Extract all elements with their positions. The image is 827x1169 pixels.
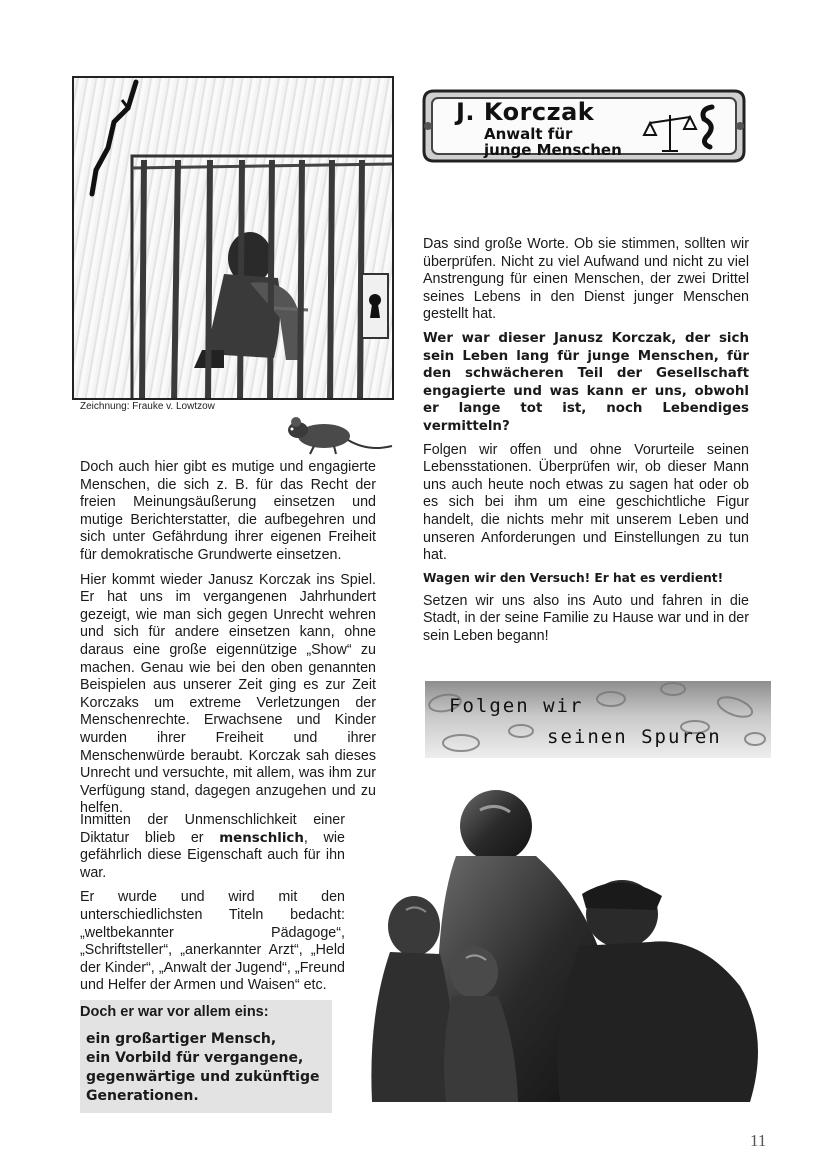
summary-box — [80, 1000, 332, 1113]
banner-line2: seinen Spuren — [547, 726, 722, 748]
left-narrow-column — [80, 812, 345, 1002]
summary-line: Generationen. — [86, 1088, 199, 1104]
right-text-column — [423, 236, 749, 651]
closing-paragraph: Setzen wir uns also ins Auto und fahren in die Stadt, in der seine Familie zu Hause war und in der sein Leben begann! — [423, 592, 749, 644]
paragraph-courage: Doch auch hier gibt es mutige und engagierte Menschen, die sich z. B. für das Recht der freien Meinungsäußerung einsetzen und mutige Berichterstatter, die aufbegehren und sich unter Gefährdung ihrer eigenen Freiheit für demokratische Grundwerte einsetzen. — [80, 459, 376, 563]
intro-paragraph: Das sind große Worte. Ob sie stimmen, sollten wir überprüfen. Nicht zu viel Aufwand und nicht zu viel Anstrengung für einen Menschen, der zwei Drittel seines Lebens in den Dienst junger Menschen gestellt hat. — [423, 236, 749, 323]
paragraph-titles: Er wurde und wird mit den unterschiedlichsten Titeln bedacht: „weltbekannter Pädagoge“, „Schriftsteller“, „anerkannter Arzt“, „Held der Kinder“, „Anwalt der Jugend“, „Freund und Helfer der Armen und Waisen“ etc. — [80, 889, 345, 994]
page-number: 11 — [750, 1131, 767, 1150]
humanity-text-end: , wie gefährlich diese Eigenschaft auch für ihn war. — [80, 829, 345, 881]
summary-line: gegenwärtige und zukünftige — [86, 1069, 320, 1085]
summary-line: ein Vorbild für vergangene, — [86, 1050, 304, 1066]
summary-title: Doch er war vor allem eins: — [80, 1004, 269, 1020]
humanity-emphasis: menschlich — [219, 830, 304, 846]
prison-drawing — [72, 76, 394, 400]
mouse-illustration — [284, 412, 394, 456]
banner-line1: Folgen wir — [449, 695, 584, 717]
title-plaque — [420, 87, 748, 165]
plaque-title: J. Korczak — [456, 98, 595, 126]
prison-cell-illustration — [74, 78, 394, 400]
summary-lines — [86, 1030, 319, 1106]
summary-line: ein großartiger Mensch, — [86, 1031, 277, 1047]
paragraph-korczak: Hier kommt wieder Janusz Korczak ins Spiel. Er hat uns im vergangenen Jahrhundert gezeigt, wie man sich gegen Unrecht wehren und sich für andere einsetzen kann, ohne daraus eine große eigennützige „Show“ zu machen. Genau wie bei den oben genannten Beispielen aus unserer Zeit ging es zur Zeit Korczaks um extreme Verletzungen der Menschenrechte. Erwachsene und Kinder wurden ihrer Freiheit und ihrer Menschenwürde beraubt. Korczak sah dieses Unrecht und versuchte, mit allem, was ihm zur Verfügung stand, dagegen anzugehen und zu helfen. — [80, 571, 376, 817]
plaque-subtitle-line1: Anwalt für — [484, 125, 573, 143]
footsteps-banner — [425, 681, 771, 758]
slogan: Wagen wir den Versuch! Er hat es verdient! — [423, 570, 724, 585]
korczak-monument-photo — [360, 786, 772, 1102]
humanity-text-start: Inmitten der Unmenschlichkeit einer Diktatur blieb er — [80, 812, 345, 846]
plaque-subtitle-line2: junge Menschen — [484, 141, 622, 159]
follow-paragraph: Folgen wir offen und ohne Vorurteile seinen Lebensstationen. Überprüfen wir, ob dieser Mann uns auch heute noch etwas zu sagen hat oder ob es sich bei ihm um eine geschichtliche Figur handelt, die nichts mehr mit unserem Leben und unseren Anforderungen und Einstellungen zu tun hat. — [423, 441, 749, 564]
question-paragraph: Wer war dieser Janusz Korczak, der sich sein Leben lang für junge Menschen, für den schwächeren Teil der Gesellschaft engagierte und was kann er uns, obwohl er lange tot ist, noch Lebendiges vermitteln? — [423, 330, 749, 434]
left-text-column — [80, 459, 376, 825]
drawing-caption: Zeichnung: Frauke v. Lowtzow — [80, 401, 215, 412]
paragraph-humanity — [80, 812, 345, 882]
